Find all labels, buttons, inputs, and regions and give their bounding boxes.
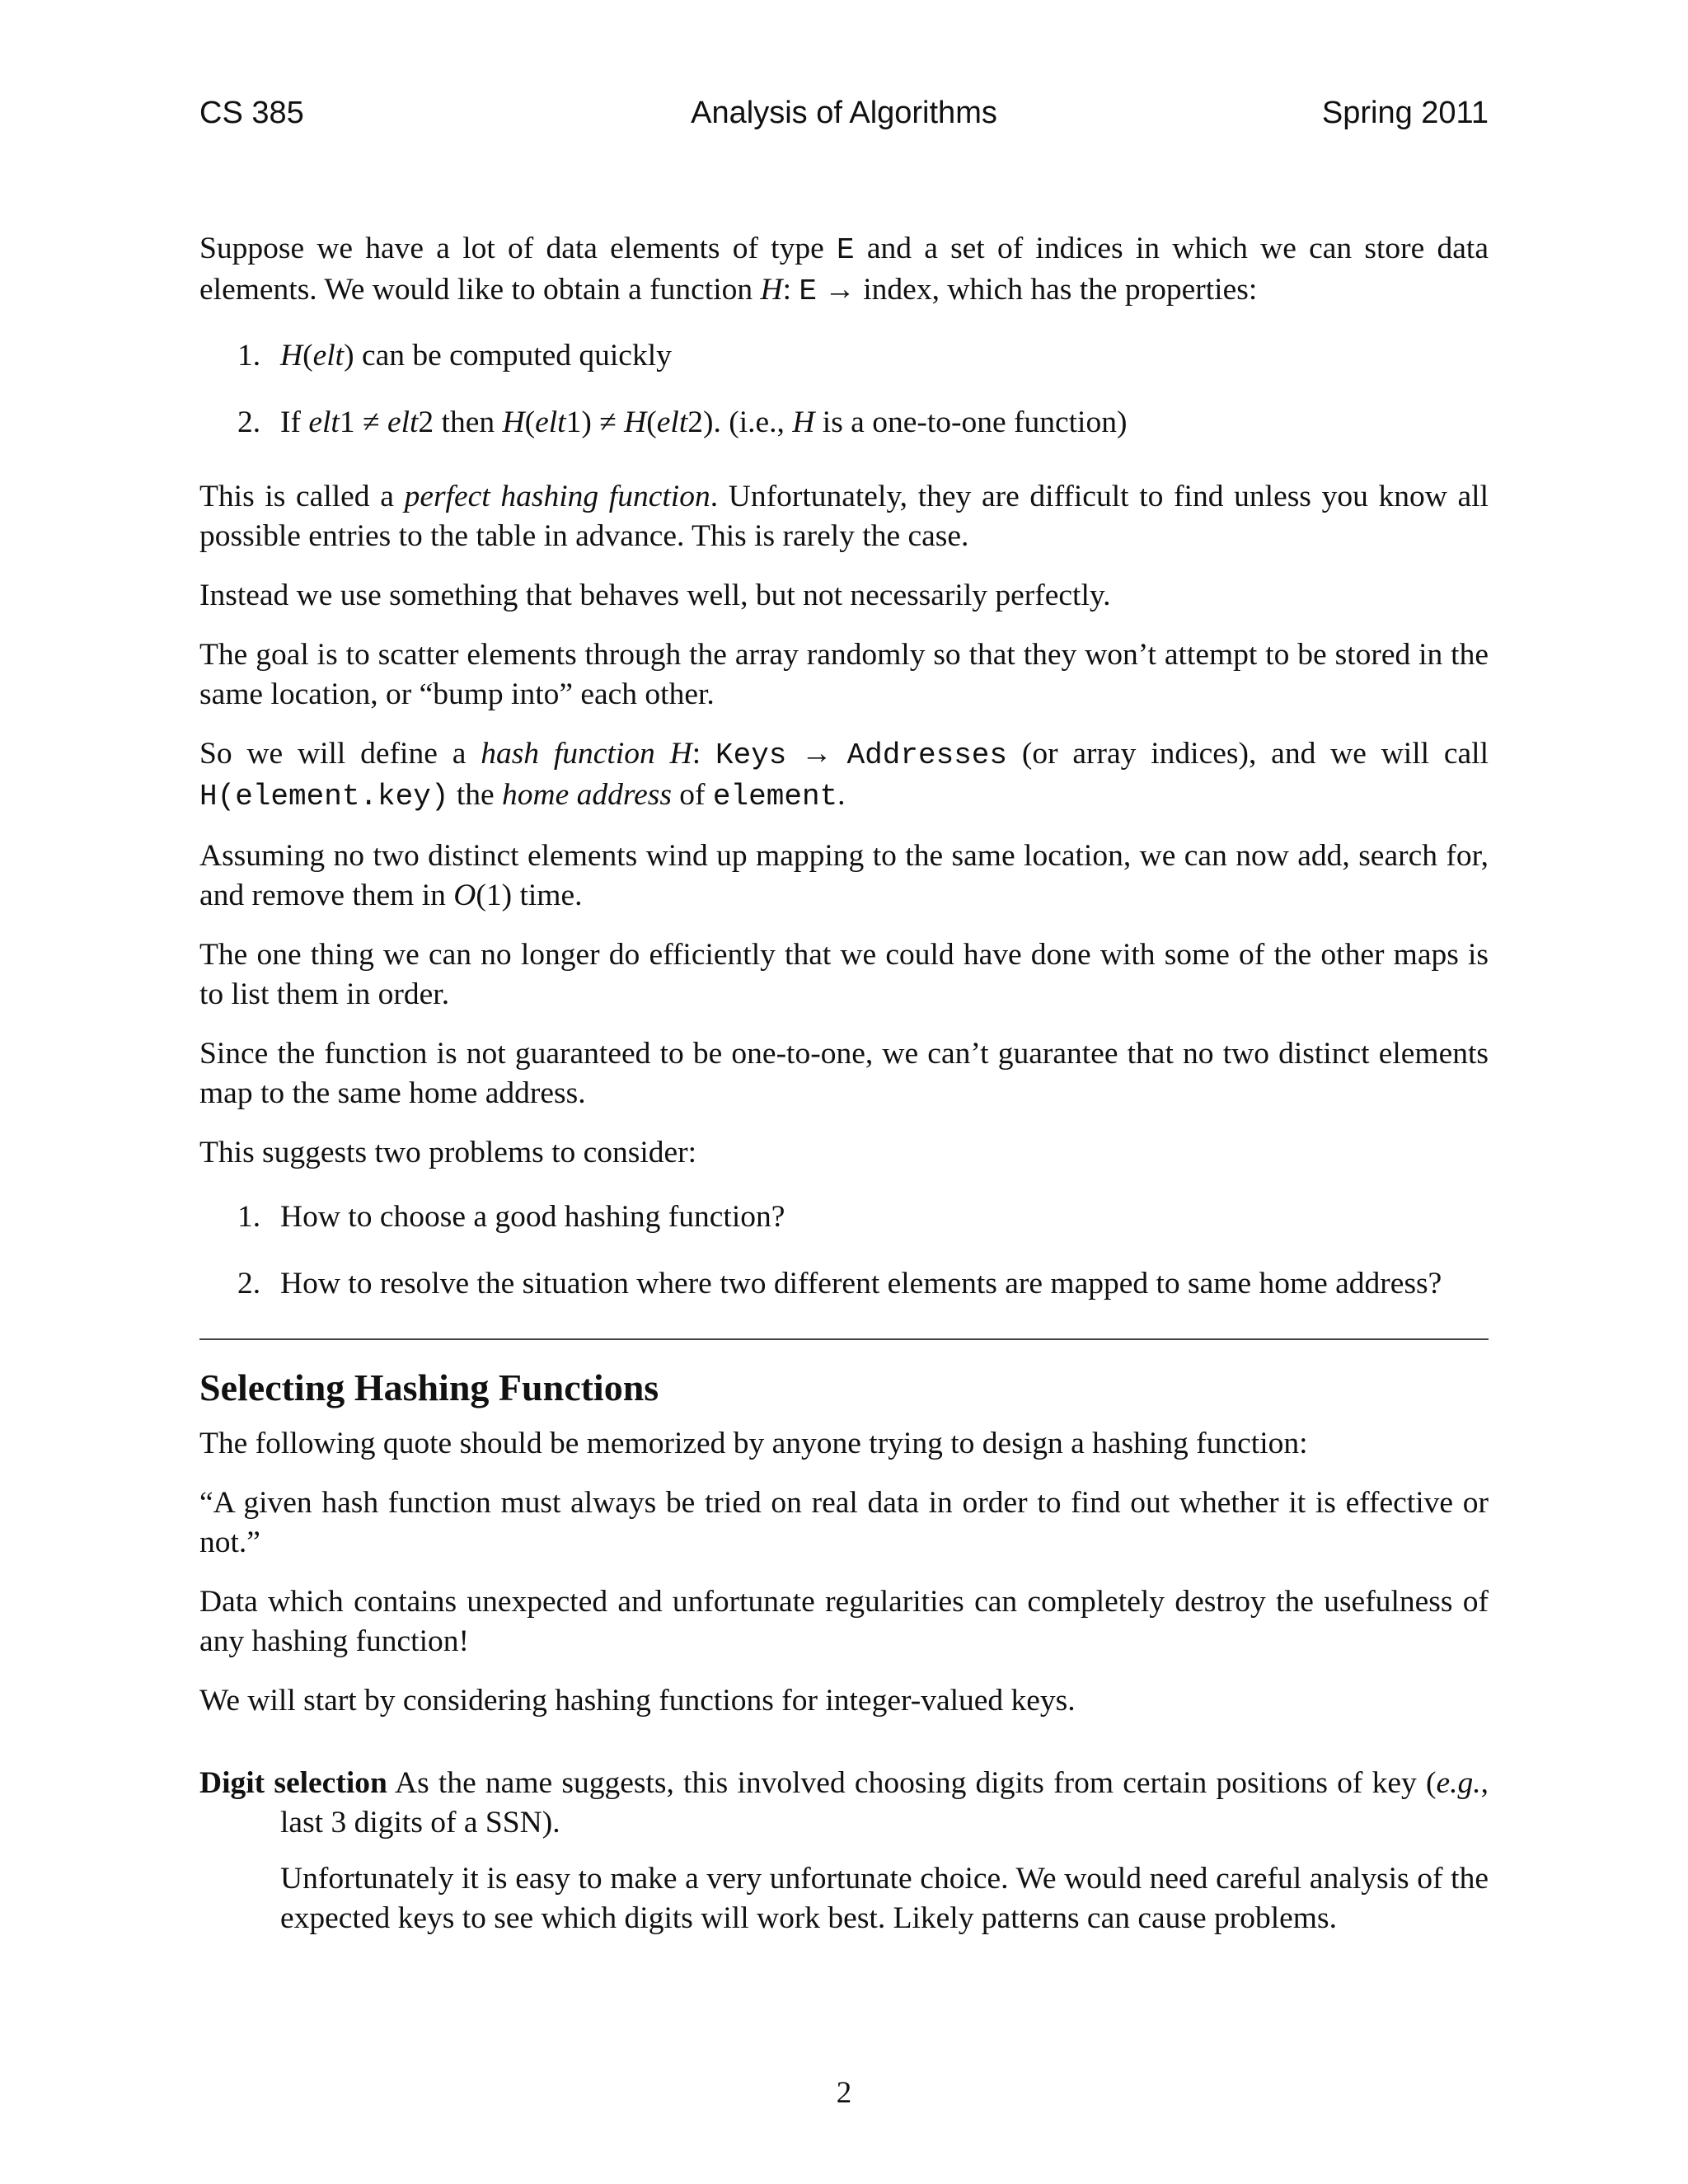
one-thing-paragraph: The one thing we can no longer do efficiently that we could have done with some of the other maps is to list them in order. [199, 938, 1489, 1011]
since-paragraph: Since the function is not guaranteed to be one-to-one, we can’t guarantee that no two distinct elements map to the same home address. [199, 1037, 1489, 1110]
list-item: 2. If elt1 ≠ elt2 then H(elt1) ≠ H(elt2). (i.e., H is a one-to-one function) [237, 405, 1128, 439]
problems-list [199, 1197, 1489, 1304]
digit-selection-detail: Unfortunately it is easy to make a very unfortunate choice. We would need careful analysis of the expected keys to see which digits will work best. Likely patterns can cause problems. [280, 1862, 1489, 1935]
header-course: CS 385 [199, 96, 304, 130]
integer-keys-paragraph: We will start by considering hashing functions for integer-valued keys. [199, 1684, 1076, 1718]
digit-selection-definition: Digit selection As the name suggests, this involved choosing digits from certain positions of key (e.g., last 3 digits of a SSN). [199, 1766, 1489, 1840]
section-divider [199, 1338, 1489, 1340]
perfect-hashing-paragraph: This is called a perfect hashing function. Unfortunately, they are difficult to find unless you know all possible entries to the table in advance. This is rarely the case. [199, 480, 1489, 553]
list-item: 1. H(elt) can be computed quickly [237, 339, 672, 373]
intro-paragraph: Suppose we have a lot of data elements of type E and a set of indices in which we can store data elements. We would like to obtain a function H: E → index, which has the properties: [199, 232, 1489, 308]
list-item: 1. How to choose a good hashing function? [237, 1200, 785, 1234]
goal-paragraph: The goal is to scatter elements through the array randomly so that they won’t attempt to be stored in the same location, or “bump into” each other. [199, 638, 1489, 711]
instead-paragraph: Instead we use something that behaves well, but not necessarily perfectly. [199, 579, 1111, 612]
assuming-paragraph: Assuming no two distinct elements wind up mapping to the same location, we can now add, search for, and remove them in O(1) time. [199, 839, 1489, 912]
header-term: Spring 2011 [1321, 96, 1489, 130]
section-heading: Selecting Hashing Functions [199, 1366, 659, 1408]
page-number: 2 [836, 2076, 852, 2110]
hash-function-paragraph: So we will define a hash function H: Keys → Addresses (or array indices), and we will call H(element.key) the home address of element. [199, 737, 1489, 813]
regularities-paragraph: Data which contains unexpected and unfortunate regularities can completely destroy the usefulness of any hashing function! [199, 1585, 1489, 1658]
digit-selection-term: Digit selection [199, 1766, 387, 1800]
section-intro-paragraph: The following quote should be memorized by anyone trying to design a hashing function: [199, 1427, 1308, 1460]
properties-list [199, 336, 1489, 443]
suggests-paragraph: This suggests two problems to consider: [199, 1136, 697, 1169]
quote-paragraph: “A given hash function must always be tried on real data in order to find out whether it is effective or not.” [199, 1486, 1489, 1559]
digit-selection-entry [199, 1764, 1489, 1938]
document-body [199, 229, 1489, 1938]
header-title: Analysis of Algorithms [691, 96, 997, 130]
list-item: 2. How to resolve the situation where two different elements are mapped to same home address? [237, 1267, 1442, 1301]
